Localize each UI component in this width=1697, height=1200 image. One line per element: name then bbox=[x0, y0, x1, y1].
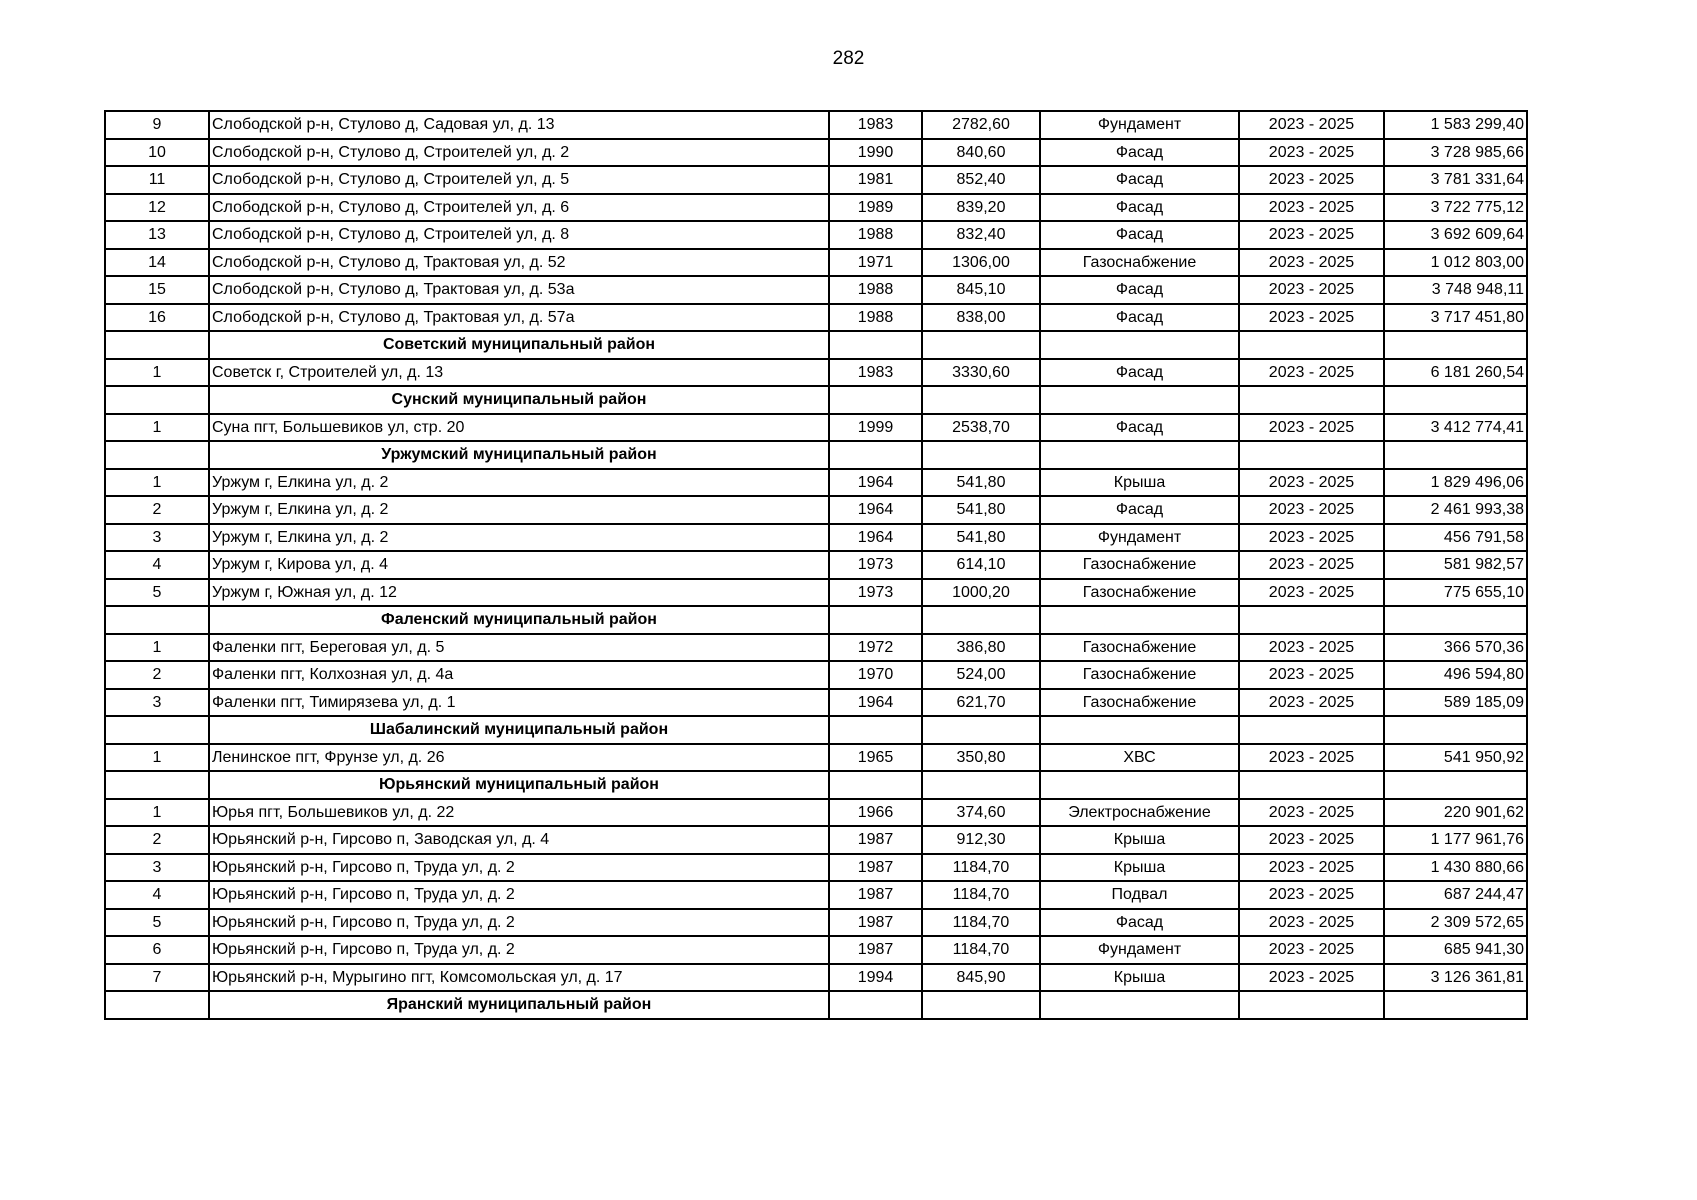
address-cell: Слободской р-н, Стулово д, Строителей ул, д. 6 bbox=[209, 194, 829, 222]
work-type-cell bbox=[1040, 386, 1239, 414]
table-row bbox=[105, 579, 1527, 607]
table-row bbox=[105, 744, 1527, 772]
address-cell: Слободской р-н, Стулово д, Трактовая ул, д. 57а bbox=[209, 304, 829, 332]
cost-cell: 3 717 451,80 bbox=[1384, 304, 1527, 332]
row-number-cell: 6 bbox=[105, 936, 209, 964]
period-cell: 2023 - 2025 bbox=[1239, 964, 1384, 992]
year-cell bbox=[829, 771, 922, 799]
work-type-cell bbox=[1040, 716, 1239, 744]
area-cell: 845,10 bbox=[922, 276, 1040, 304]
cost-cell: 366 570,36 bbox=[1384, 634, 1527, 662]
row-number-cell: 13 bbox=[105, 221, 209, 249]
year-cell: 1973 bbox=[829, 579, 922, 607]
cost-cell bbox=[1384, 386, 1527, 414]
address-cell: Суна пгт, Большевиков ул, стр. 20 bbox=[209, 414, 829, 442]
address-cell: Фаленки пгт, Колхозная ул, д. 4а bbox=[209, 661, 829, 689]
address-cell: Слободской р-н, Стулово д, Трактовая ул, д. 53а bbox=[209, 276, 829, 304]
period-cell: 2023 - 2025 bbox=[1239, 799, 1384, 827]
year-cell bbox=[829, 716, 922, 744]
district-header-row bbox=[105, 331, 1527, 359]
year-cell: 1983 bbox=[829, 111, 922, 139]
table-row bbox=[105, 551, 1527, 579]
district-title: Сунский муниципальный район bbox=[209, 386, 829, 414]
cost-cell: 3 722 775,12 bbox=[1384, 194, 1527, 222]
work-type-cell: Газоснабжение bbox=[1040, 551, 1239, 579]
area-cell: 524,00 bbox=[922, 661, 1040, 689]
period-cell: 2023 - 2025 bbox=[1239, 744, 1384, 772]
period-cell: 2023 - 2025 bbox=[1239, 496, 1384, 524]
cost-cell: 775 655,10 bbox=[1384, 579, 1527, 607]
cost-cell bbox=[1384, 991, 1527, 1019]
district-title: Шабалинский муниципальный район bbox=[209, 716, 829, 744]
area-cell: 912,30 bbox=[922, 826, 1040, 854]
row-number-cell: 3 bbox=[105, 524, 209, 552]
cost-cell: 220 901,62 bbox=[1384, 799, 1527, 827]
period-cell: 2023 - 2025 bbox=[1239, 194, 1384, 222]
cost-cell bbox=[1384, 771, 1527, 799]
cost-cell: 2 309 572,65 bbox=[1384, 909, 1527, 937]
table-row bbox=[105, 854, 1527, 882]
table-row bbox=[105, 139, 1527, 167]
address-cell: Слободской р-н, Стулово д, Садовая ул, д. 13 bbox=[209, 111, 829, 139]
repair-schedule-table bbox=[104, 110, 1528, 1020]
work-type-cell: Фасад bbox=[1040, 414, 1239, 442]
page-number: 282 bbox=[832, 48, 865, 69]
period-cell: 2023 - 2025 bbox=[1239, 881, 1384, 909]
cost-cell: 3 126 361,81 bbox=[1384, 964, 1527, 992]
table-row bbox=[105, 964, 1527, 992]
table-row bbox=[105, 826, 1527, 854]
year-cell: 1987 bbox=[829, 909, 922, 937]
address-cell: Юрьянский р-н, Гирсово п, Труда ул, д. 2 bbox=[209, 936, 829, 964]
period-cell bbox=[1239, 331, 1384, 359]
area-cell: 541,80 bbox=[922, 469, 1040, 497]
work-type-cell: Фасад bbox=[1040, 304, 1239, 332]
work-type-cell: Подвал bbox=[1040, 881, 1239, 909]
work-type-cell: Фасад bbox=[1040, 359, 1239, 387]
period-cell: 2023 - 2025 bbox=[1239, 139, 1384, 167]
area-cell bbox=[922, 331, 1040, 359]
table-row bbox=[105, 304, 1527, 332]
table-row bbox=[105, 634, 1527, 662]
area-cell bbox=[922, 771, 1040, 799]
address-cell: Уржум г, Елкина ул, д. 2 bbox=[209, 496, 829, 524]
year-cell bbox=[829, 606, 922, 634]
cost-cell: 1 012 803,00 bbox=[1384, 249, 1527, 277]
cost-cell bbox=[1384, 331, 1527, 359]
cost-cell: 456 791,58 bbox=[1384, 524, 1527, 552]
work-type-cell: Фасад bbox=[1040, 909, 1239, 937]
table-row bbox=[105, 194, 1527, 222]
row-number-cell: 2 bbox=[105, 496, 209, 524]
area-cell: 1184,70 bbox=[922, 936, 1040, 964]
row-number-cell: 1 bbox=[105, 744, 209, 772]
row-number-cell: 1 bbox=[105, 414, 209, 442]
work-type-cell: ХВС bbox=[1040, 744, 1239, 772]
row-number-cell: 12 bbox=[105, 194, 209, 222]
area-cell: 840,60 bbox=[922, 139, 1040, 167]
row-number-cell: 14 bbox=[105, 249, 209, 277]
year-cell: 1970 bbox=[829, 661, 922, 689]
district-header-row bbox=[105, 716, 1527, 744]
work-type-cell bbox=[1040, 441, 1239, 469]
row-number-cell bbox=[105, 771, 209, 799]
period-cell: 2023 - 2025 bbox=[1239, 936, 1384, 964]
address-cell: Юрьянский р-н, Гирсово п, Заводская ул, д. 4 bbox=[209, 826, 829, 854]
district-header-row bbox=[105, 606, 1527, 634]
row-number-cell: 1 bbox=[105, 469, 209, 497]
table-row bbox=[105, 496, 1527, 524]
work-type-cell: Фасад bbox=[1040, 221, 1239, 249]
period-cell: 2023 - 2025 bbox=[1239, 276, 1384, 304]
work-type-cell: Газоснабжение bbox=[1040, 661, 1239, 689]
year-cell: 1964 bbox=[829, 689, 922, 717]
area-cell: 852,40 bbox=[922, 166, 1040, 194]
table-row bbox=[105, 909, 1527, 937]
period-cell: 2023 - 2025 bbox=[1239, 111, 1384, 139]
work-type-cell: Фасад bbox=[1040, 166, 1239, 194]
cost-cell: 3 412 774,41 bbox=[1384, 414, 1527, 442]
year-cell: 1965 bbox=[829, 744, 922, 772]
period-cell: 2023 - 2025 bbox=[1239, 551, 1384, 579]
row-number-cell bbox=[105, 606, 209, 634]
work-type-cell bbox=[1040, 331, 1239, 359]
work-type-cell: Фасад bbox=[1040, 496, 1239, 524]
cost-cell: 3 728 985,66 bbox=[1384, 139, 1527, 167]
period-cell: 2023 - 2025 bbox=[1239, 304, 1384, 332]
address-cell: Юрья пгт, Большевиков ул, д. 22 bbox=[209, 799, 829, 827]
cost-cell: 3 748 948,11 bbox=[1384, 276, 1527, 304]
row-number-cell bbox=[105, 991, 209, 1019]
row-number-cell: 1 bbox=[105, 799, 209, 827]
period-cell: 2023 - 2025 bbox=[1239, 166, 1384, 194]
district-title: Уржумский муниципальный район bbox=[209, 441, 829, 469]
period-cell bbox=[1239, 441, 1384, 469]
period-cell bbox=[1239, 771, 1384, 799]
area-cell: 350,80 bbox=[922, 744, 1040, 772]
period-cell: 2023 - 2025 bbox=[1239, 524, 1384, 552]
row-number-cell: 5 bbox=[105, 579, 209, 607]
cost-cell bbox=[1384, 441, 1527, 469]
cost-cell: 2 461 993,38 bbox=[1384, 496, 1527, 524]
row-number-cell: 4 bbox=[105, 551, 209, 579]
work-type-cell bbox=[1040, 771, 1239, 799]
row-number-cell: 15 bbox=[105, 276, 209, 304]
table-row bbox=[105, 249, 1527, 277]
year-cell: 1983 bbox=[829, 359, 922, 387]
period-cell: 2023 - 2025 bbox=[1239, 826, 1384, 854]
address-cell: Слободской р-н, Стулово д, Строителей ул, д. 5 bbox=[209, 166, 829, 194]
cost-cell: 3 692 609,64 bbox=[1384, 221, 1527, 249]
table-row bbox=[105, 689, 1527, 717]
year-cell: 1999 bbox=[829, 414, 922, 442]
area-cell: 845,90 bbox=[922, 964, 1040, 992]
row-number-cell: 7 bbox=[105, 964, 209, 992]
work-type-cell: Фундамент bbox=[1040, 936, 1239, 964]
address-cell: Уржум г, Елкина ул, д. 2 bbox=[209, 469, 829, 497]
district-header-row bbox=[105, 991, 1527, 1019]
area-cell: 2538,70 bbox=[922, 414, 1040, 442]
address-cell: Юрьянский р-н, Гирсово п, Труда ул, д. 2 bbox=[209, 854, 829, 882]
work-type-cell: Крыша bbox=[1040, 964, 1239, 992]
period-cell: 2023 - 2025 bbox=[1239, 221, 1384, 249]
area-cell: 839,20 bbox=[922, 194, 1040, 222]
row-number-cell: 3 bbox=[105, 854, 209, 882]
cost-cell: 1 177 961,76 bbox=[1384, 826, 1527, 854]
cost-cell: 687 244,47 bbox=[1384, 881, 1527, 909]
row-number-cell: 16 bbox=[105, 304, 209, 332]
table-row bbox=[105, 661, 1527, 689]
row-number-cell bbox=[105, 716, 209, 744]
period-cell bbox=[1239, 386, 1384, 414]
area-cell bbox=[922, 386, 1040, 414]
table-row bbox=[105, 111, 1527, 139]
row-number-cell bbox=[105, 441, 209, 469]
area-cell: 1184,70 bbox=[922, 881, 1040, 909]
year-cell: 1987 bbox=[829, 854, 922, 882]
year-cell: 1989 bbox=[829, 194, 922, 222]
period-cell: 2023 - 2025 bbox=[1239, 661, 1384, 689]
district-header-row bbox=[105, 771, 1527, 799]
cost-cell: 581 982,57 bbox=[1384, 551, 1527, 579]
row-number-cell: 1 bbox=[105, 634, 209, 662]
work-type-cell: Газоснабжение bbox=[1040, 689, 1239, 717]
year-cell bbox=[829, 441, 922, 469]
cost-cell: 685 941,30 bbox=[1384, 936, 1527, 964]
work-type-cell: Фундамент bbox=[1040, 111, 1239, 139]
area-cell: 838,00 bbox=[922, 304, 1040, 332]
address-cell: Слободской р-н, Стулово д, Трактовая ул, д. 52 bbox=[209, 249, 829, 277]
address-cell: Уржум г, Кирова ул, д. 4 bbox=[209, 551, 829, 579]
address-cell: Советск г, Строителей ул, д. 13 bbox=[209, 359, 829, 387]
district-header-row bbox=[105, 441, 1527, 469]
area-cell bbox=[922, 441, 1040, 469]
year-cell: 1988 bbox=[829, 276, 922, 304]
area-cell: 374,60 bbox=[922, 799, 1040, 827]
cost-cell: 541 950,92 bbox=[1384, 744, 1527, 772]
row-number-cell: 2 bbox=[105, 661, 209, 689]
year-cell: 1988 bbox=[829, 221, 922, 249]
table-row bbox=[105, 469, 1527, 497]
row-number-cell: 9 bbox=[105, 111, 209, 139]
year-cell: 1964 bbox=[829, 469, 922, 497]
period-cell: 2023 - 2025 bbox=[1239, 249, 1384, 277]
cost-cell: 496 594,80 bbox=[1384, 661, 1527, 689]
cost-cell: 3 781 331,64 bbox=[1384, 166, 1527, 194]
year-cell bbox=[829, 331, 922, 359]
table-row bbox=[105, 524, 1527, 552]
work-type-cell bbox=[1040, 991, 1239, 1019]
year-cell: 1971 bbox=[829, 249, 922, 277]
district-title: Советский муниципальный район bbox=[209, 331, 829, 359]
work-type-cell: Газоснабжение bbox=[1040, 634, 1239, 662]
period-cell: 2023 - 2025 bbox=[1239, 469, 1384, 497]
year-cell: 1994 bbox=[829, 964, 922, 992]
cost-cell bbox=[1384, 716, 1527, 744]
row-number-cell: 3 bbox=[105, 689, 209, 717]
address-cell: Слободской р-н, Стулово д, Строителей ул, д. 2 bbox=[209, 139, 829, 167]
period-cell bbox=[1239, 991, 1384, 1019]
period-cell bbox=[1239, 716, 1384, 744]
district-title: Яранский муниципальный район bbox=[209, 991, 829, 1019]
table-row bbox=[105, 936, 1527, 964]
district-title: Фаленский муниципальный район bbox=[209, 606, 829, 634]
area-cell bbox=[922, 716, 1040, 744]
work-type-cell: Газоснабжение bbox=[1040, 249, 1239, 277]
period-cell: 2023 - 2025 bbox=[1239, 579, 1384, 607]
table-row bbox=[105, 276, 1527, 304]
row-number-cell: 10 bbox=[105, 139, 209, 167]
area-cell: 621,70 bbox=[922, 689, 1040, 717]
address-cell: Ленинское пгт, Фрунзе ул, д. 26 bbox=[209, 744, 829, 772]
area-cell: 1000,20 bbox=[922, 579, 1040, 607]
year-cell bbox=[829, 386, 922, 414]
address-cell: Фаленки пгт, Тимирязева ул, д. 1 bbox=[209, 689, 829, 717]
address-cell: Юрьянский р-н, Мурыгино пгт, Комсомольская ул, д. 17 bbox=[209, 964, 829, 992]
address-cell: Фаленки пгт, Береговая ул, д. 5 bbox=[209, 634, 829, 662]
cost-cell: 589 185,09 bbox=[1384, 689, 1527, 717]
table-row bbox=[105, 166, 1527, 194]
table-row bbox=[105, 221, 1527, 249]
work-type-cell: Фасад bbox=[1040, 276, 1239, 304]
year-cell: 1987 bbox=[829, 936, 922, 964]
year-cell: 1966 bbox=[829, 799, 922, 827]
cost-cell: 1 430 880,66 bbox=[1384, 854, 1527, 882]
period-cell: 2023 - 2025 bbox=[1239, 359, 1384, 387]
table-row bbox=[105, 799, 1527, 827]
table-row bbox=[105, 881, 1527, 909]
work-type-cell: Крыша bbox=[1040, 854, 1239, 882]
row-number-cell: 2 bbox=[105, 826, 209, 854]
address-cell: Юрьянский р-н, Гирсово п, Труда ул, д. 2 bbox=[209, 881, 829, 909]
work-type-cell: Фасад bbox=[1040, 194, 1239, 222]
period-cell: 2023 - 2025 bbox=[1239, 634, 1384, 662]
district-header-row bbox=[105, 386, 1527, 414]
year-cell: 1981 bbox=[829, 166, 922, 194]
area-cell: 386,80 bbox=[922, 634, 1040, 662]
row-number-cell: 4 bbox=[105, 881, 209, 909]
year-cell: 1972 bbox=[829, 634, 922, 662]
work-type-cell: Фасад bbox=[1040, 139, 1239, 167]
cost-cell: 6 181 260,54 bbox=[1384, 359, 1527, 387]
area-cell bbox=[922, 606, 1040, 634]
year-cell: 1987 bbox=[829, 881, 922, 909]
area-cell: 541,80 bbox=[922, 496, 1040, 524]
work-type-cell: Фундамент bbox=[1040, 524, 1239, 552]
area-cell bbox=[922, 991, 1040, 1019]
work-type-cell bbox=[1040, 606, 1239, 634]
year-cell: 1990 bbox=[829, 139, 922, 167]
period-cell: 2023 - 2025 bbox=[1239, 909, 1384, 937]
row-number-cell bbox=[105, 386, 209, 414]
row-number-cell: 5 bbox=[105, 909, 209, 937]
year-cell: 1964 bbox=[829, 496, 922, 524]
period-cell: 2023 - 2025 bbox=[1239, 414, 1384, 442]
table-row bbox=[105, 414, 1527, 442]
area-cell: 832,40 bbox=[922, 221, 1040, 249]
period-cell: 2023 - 2025 bbox=[1239, 689, 1384, 717]
area-cell: 1306,00 bbox=[922, 249, 1040, 277]
row-number-cell bbox=[105, 331, 209, 359]
address-cell: Юрьянский р-н, Гирсово п, Труда ул, д. 2 bbox=[209, 909, 829, 937]
address-cell: Уржум г, Елкина ул, д. 2 bbox=[209, 524, 829, 552]
area-cell: 2782,60 bbox=[922, 111, 1040, 139]
area-cell: 1184,70 bbox=[922, 909, 1040, 937]
work-type-cell: Крыша bbox=[1040, 469, 1239, 497]
cost-cell: 1 829 496,06 bbox=[1384, 469, 1527, 497]
address-cell: Уржум г, Южная ул, д. 12 bbox=[209, 579, 829, 607]
work-type-cell: Электроснабжение bbox=[1040, 799, 1239, 827]
year-cell bbox=[829, 991, 922, 1019]
work-type-cell: Газоснабжение bbox=[1040, 579, 1239, 607]
cost-cell bbox=[1384, 606, 1527, 634]
work-type-cell: Крыша bbox=[1040, 826, 1239, 854]
period-cell: 2023 - 2025 bbox=[1239, 854, 1384, 882]
table-row bbox=[105, 359, 1527, 387]
area-cell: 1184,70 bbox=[922, 854, 1040, 882]
district-title: Юрьянский муниципальный район bbox=[209, 771, 829, 799]
year-cell: 1988 bbox=[829, 304, 922, 332]
period-cell bbox=[1239, 606, 1384, 634]
address-cell: Слободской р-н, Стулово д, Строителей ул, д. 8 bbox=[209, 221, 829, 249]
year-cell: 1987 bbox=[829, 826, 922, 854]
row-number-cell: 11 bbox=[105, 166, 209, 194]
row-number-cell: 1 bbox=[105, 359, 209, 387]
area-cell: 614,10 bbox=[922, 551, 1040, 579]
area-cell: 541,80 bbox=[922, 524, 1040, 552]
area-cell: 3330,60 bbox=[922, 359, 1040, 387]
year-cell: 1964 bbox=[829, 524, 922, 552]
cost-cell: 1 583 299,40 bbox=[1384, 111, 1527, 139]
year-cell: 1973 bbox=[829, 551, 922, 579]
